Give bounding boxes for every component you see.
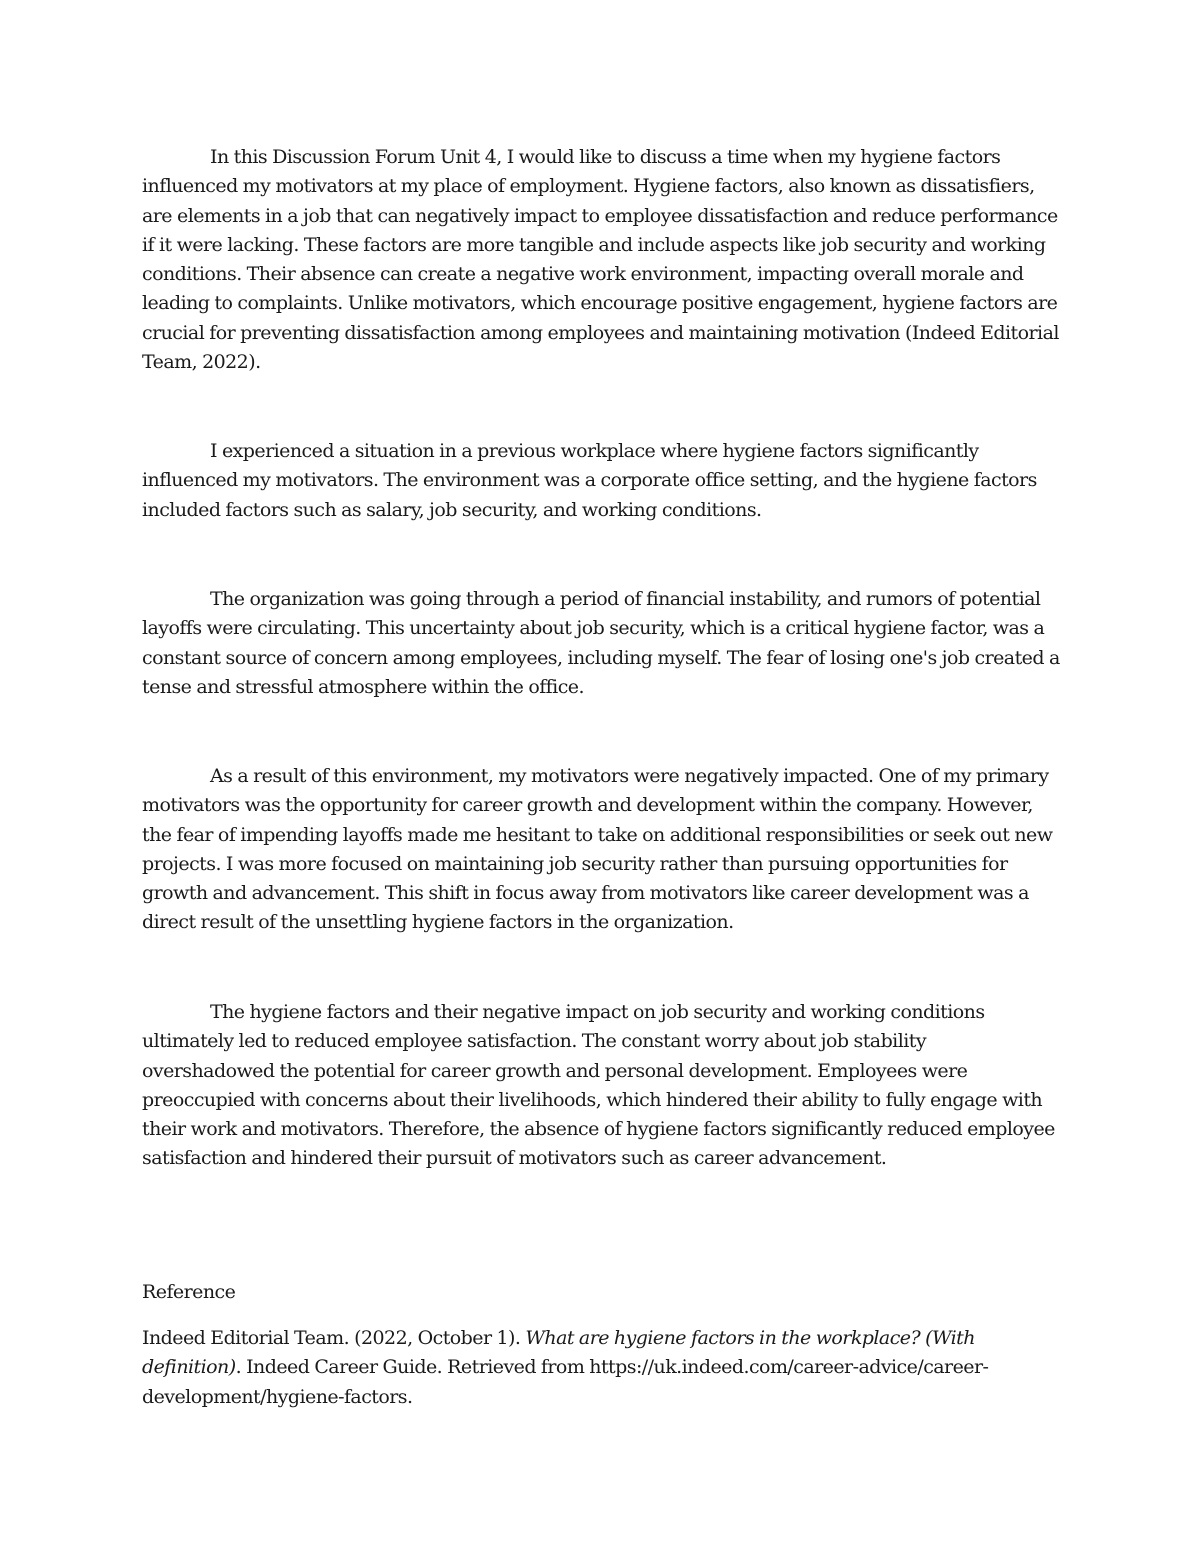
body-paragraph-4: As a result of this environment, my motivators were negatively impacted. One of my primary motivators was the opportunity for career growth and development within the company. However, the fear of impending layoffs made me hesitant to take on additional responsibilities or seek out new projects. I was more focused on maintaining job security rather than pursuing opportunities for growth and advancement. This shift in focus away from motivators like career development was a direct result of the unsettling hygiene factors in the organization. xyxy=(142,765,1053,934)
body-paragraph-3: The organization was going through a period of financial instability, and rumors of potential layoffs were circulating. This uncertainty about job security, which is a critical hygiene factor, was a constant source of concern among employees, including myself. The fear of losing one's job created a tense and stressful atmosphere within the office. xyxy=(142,588,1060,698)
body-paragraph-2: I experienced a situation in a previous workplace where hygiene factors significantly influenced my motivators. The environment was a corporate office setting, and the hygiene factors included factors such as salary, job security, and working conditions. xyxy=(142,440,1037,521)
reference-entry xyxy=(142,1324,1062,1412)
reference-heading: Reference xyxy=(142,1281,236,1303)
reference-title: What are hygiene factors in the workplace? (With definition) xyxy=(142,1327,975,1379)
body-paragraph-5: The hygiene factors and their negative impact on job security and working conditions ultimately led to reduced employee satisfaction. The constant worry about job stability overshadowed the potential for career growth and personal development. Employees were preoccupied with concerns about their livelihoods, which hindered their ability to fully engage with their work and motivators. Therefore, the absence of hygiene factors significantly reduced employee satisfaction and hindered their pursuit of motivators such as career advancement. xyxy=(142,1001,1055,1170)
reference-author-date: Indeed Editorial Team. (2022, October 1). xyxy=(142,1327,526,1349)
reference-source: . Indeed Career Guide. Retrieved from https://uk.indeed.com/career-advice/career-development/hygiene-factors. xyxy=(142,1356,989,1408)
body-paragraph-1: In this Discussion Forum Unit 4, I would like to discuss a time when my hygiene factors influenced my motivators at my place of employment. Hygiene factors, also known as dissatisfiers, are elements in a job that can negatively impact to employee dissatisfaction and reduce performance if it were lacking. These factors are more tangible and include aspects like job security and working conditions. Their absence can create a negative work environment, impacting overall morale and leading to complaints. Unlike motivators, which encourage positive engagement, hygiene factors are crucial for preventing dissatisfaction among employees and maintaining motivation (Indeed Editorial Team, 2022). xyxy=(142,146,1059,374)
